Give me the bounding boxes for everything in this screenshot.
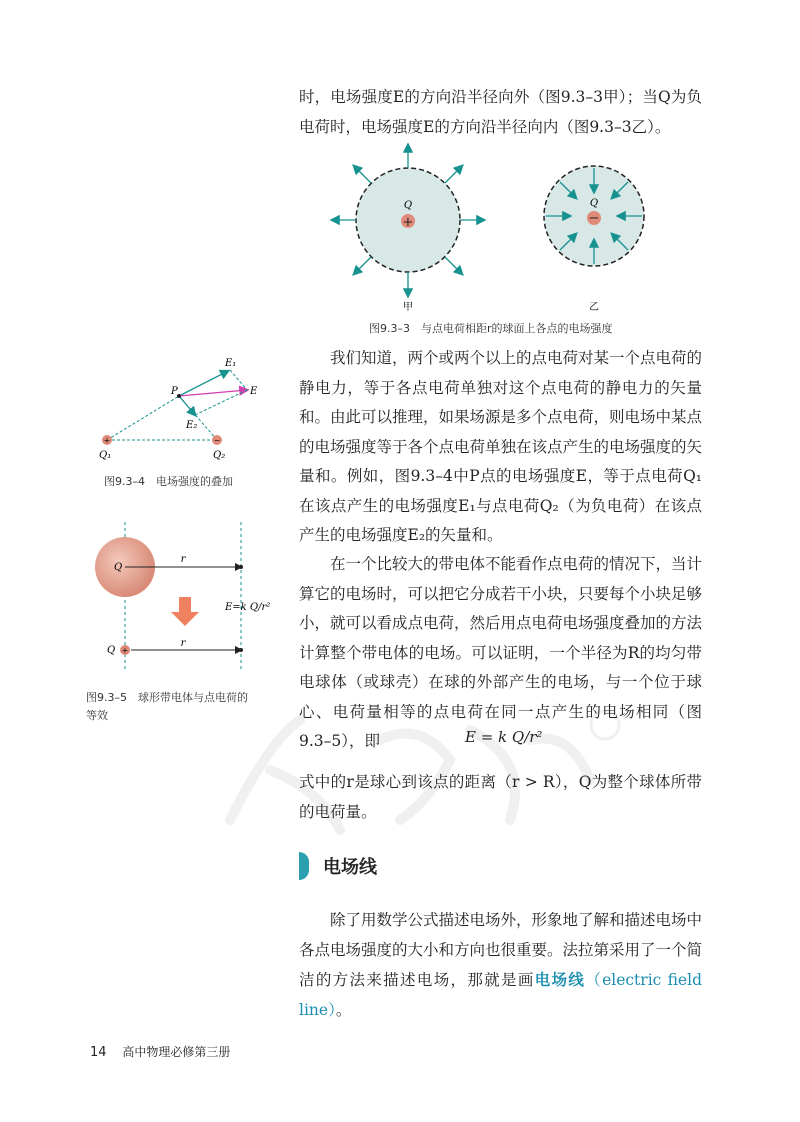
figure-9-3-5-caption [86, 689, 248, 725]
label-E1: E₁ [225, 358, 237, 369]
term-field-line: 电场线 [534, 970, 586, 989]
para5-before: 除了用数学公式描述电场外，形象地了解和描述电场中各点电场强度的大小和方向也很重要。法拉第采用了一个简洁的方法来描述电场，那就是画 [299, 911, 703, 989]
label-E2: E₂ [186, 420, 198, 431]
figure-9-3-3-caption: 图9.3–3 与点电荷相距r的球面上各点的电场强度 [369, 322, 613, 335]
label-Q-sphere: Q [114, 562, 123, 573]
charge-label-left: Q [403, 200, 413, 211]
label-jia: 甲 [403, 302, 413, 313]
charge-label-right: Q [589, 198, 599, 209]
paragraph-formula-explanation [299, 768, 702, 827]
book-title: 高中物理必修第三册 [122, 1045, 231, 1059]
label-Q2: Q₂ [213, 450, 226, 461]
positive-sign: + [402, 215, 414, 230]
section-heading [299, 852, 377, 880]
svg-text:+: + [121, 646, 129, 655]
term-field-line-english: （electric field line） [299, 971, 702, 1019]
paragraph-superposition [299, 344, 702, 551]
page-footer [90, 1043, 230, 1060]
figure-9-3-4 [95, 350, 275, 465]
label-P: P [171, 386, 178, 397]
label-Q1: Q₁ [99, 450, 112, 461]
label-r-top: r [180, 554, 186, 565]
paragraph-field-direction [299, 83, 702, 142]
svg-text:−: − [213, 436, 221, 445]
caption-line: 图9.3–5 球形带电体与点电荷的 [86, 691, 248, 704]
paragraph-text: 我们知道，两个或两个以上的点电荷对某一个点电荷的静电力，等于各点电荷单独对这个点电荷的静电力的矢量和。由此可以推理，如果场源是多个点电荷，则电场中某点的电场强度等于各个点电荷单独在该点产生的电场强度的矢量和。例如，图9.3–4中P点的电场强度E，等于点电荷Q₁在该点产生的电场强度E₁与点电荷Q₂（为负电荷）在该点产生的电场强度E₂的矢量和。 [299, 349, 703, 544]
page-number: 14 [90, 1045, 107, 1060]
section-title: 电场线 [323, 857, 377, 878]
label-r-bottom: r [180, 638, 186, 649]
paragraph-text: 时，电场强度E的方向沿半径向外（图9.3–3甲）；当Q为负电荷时，电场强度E的方向沿半径向内（图9.3–3乙）。 [299, 88, 702, 136]
section-marker-icon [299, 852, 309, 880]
label-E: E [250, 386, 258, 397]
paragraph-large-body [299, 550, 702, 757]
caption-line: 等效 [86, 709, 108, 722]
figure-9-3-4-caption: 图9.3–4 电场强度的叠加 [104, 475, 233, 488]
label-yi: 乙 [589, 302, 599, 313]
formula-field-strength [465, 728, 542, 746]
figure-9-3-5 [95, 522, 275, 672]
label-Q-point: Q [107, 645, 116, 656]
paragraph-text: 式中的r是球心到该点的距离（r > R），Q为整个球体所带的电荷量。 [299, 773, 702, 821]
down-arrow-icon [171, 597, 199, 626]
negative-sign: − [588, 211, 600, 226]
svg-text:+: + [103, 436, 111, 445]
formula-text: E = k Q/r² [465, 728, 543, 746]
label-formula: E=k Q/r² [225, 602, 271, 613]
paragraph-text [299, 906, 702, 1025]
figure-9-3-3 [320, 140, 680, 340]
para5-after: 。 [335, 1000, 352, 1019]
paragraph-text: 在一个比较大的带电体不能看作点电荷的情况下，当计算它的电场时，可以把它分成若干小块，只要每个小块足够小，就可以看成点电荷，然后用点电荷电场强度叠加的方法计算整个带电体的电场。可以证明，一个半径为R的均匀带电球体（或球壳）在球的外部产生的电场，与一个位于球心、电荷量相等的点电荷在同一点产生的电场相同（图9.3–5），即 [299, 555, 703, 750]
paragraph-field-lines [299, 906, 702, 1025]
